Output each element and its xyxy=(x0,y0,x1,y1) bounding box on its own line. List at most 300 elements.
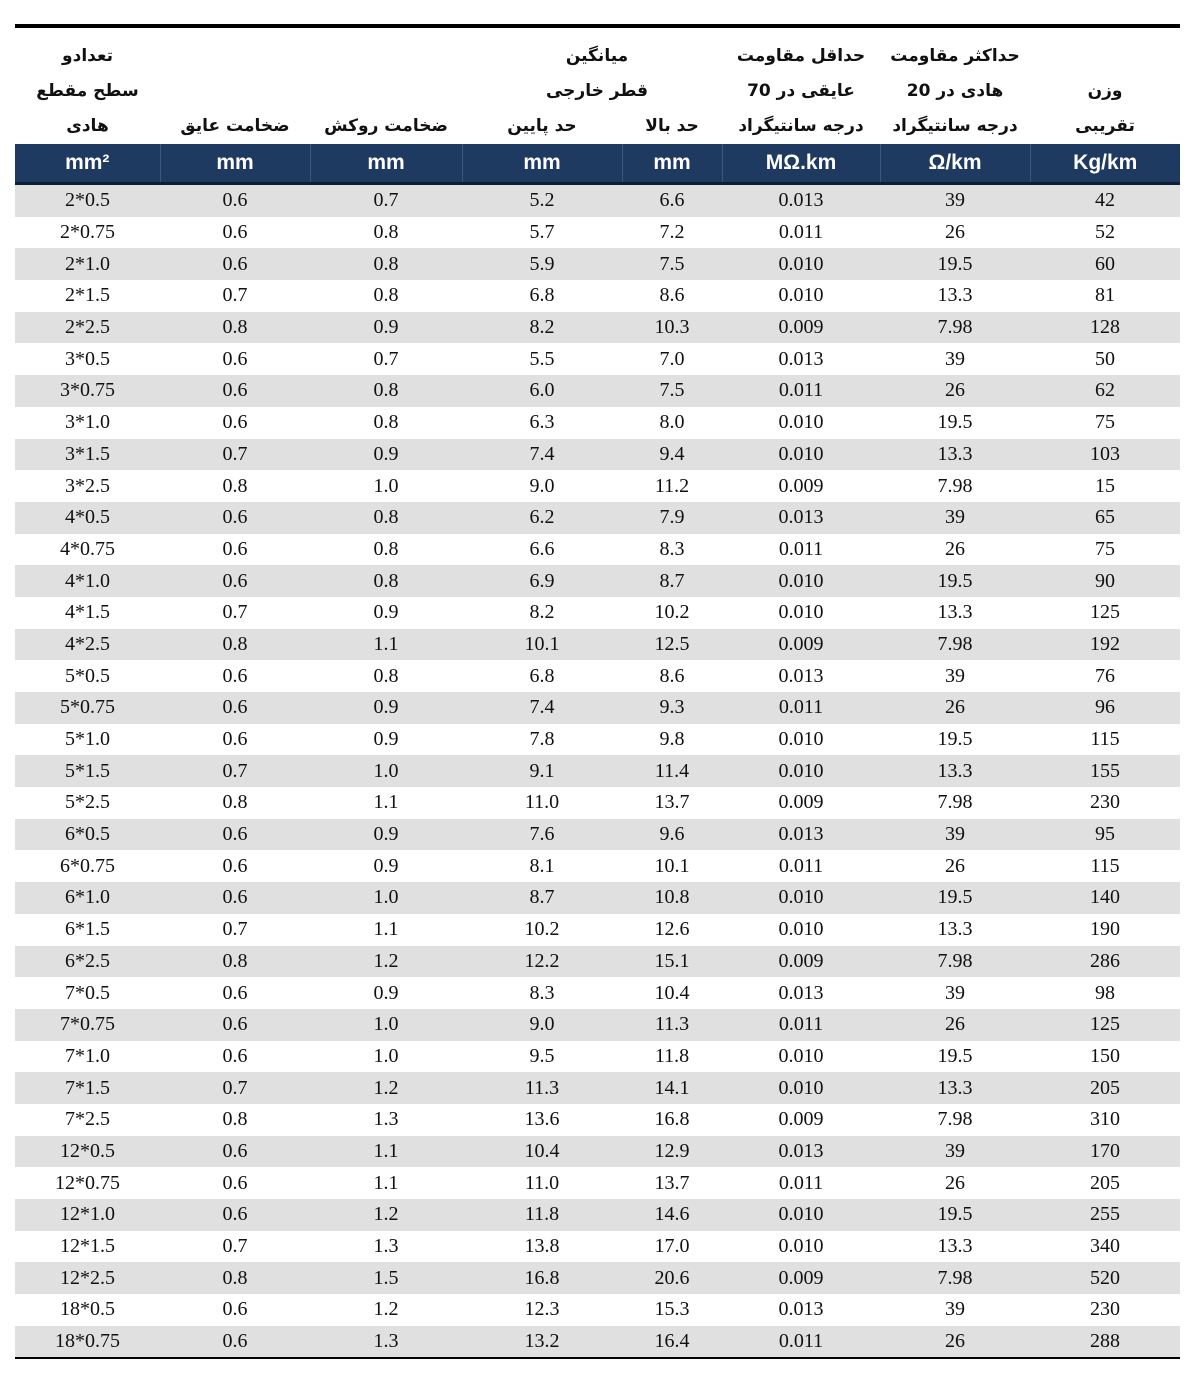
table-cell: 6.8 xyxy=(462,280,622,312)
table-cell: 12*2.5 xyxy=(15,1262,160,1294)
table-cell: 7.98 xyxy=(880,312,1030,344)
table-cell: 0.8 xyxy=(160,312,310,344)
table-cell: 52 xyxy=(1030,217,1180,249)
table-cell: 1.1 xyxy=(310,1167,462,1199)
table-row xyxy=(15,819,1180,851)
table-cell: 7*1.0 xyxy=(15,1041,160,1073)
table-cell: 19.5 xyxy=(880,565,1030,597)
table-cell: 7.98 xyxy=(880,787,1030,819)
table-cell: 0.010 xyxy=(722,1041,880,1073)
table-cell: 1.0 xyxy=(310,470,462,502)
table-cell: 7.5 xyxy=(622,375,722,407)
table-cell: 95 xyxy=(1030,819,1180,851)
table-cell: 0.8 xyxy=(160,470,310,502)
table-cell: 140 xyxy=(1030,882,1180,914)
table-cell: 340 xyxy=(1030,1231,1180,1263)
table-cell: 0.8 xyxy=(310,660,462,692)
table-cell: 0.6 xyxy=(160,343,310,375)
table-row xyxy=(15,248,1180,280)
table-row xyxy=(15,597,1180,629)
table-cell: 4*1.0 xyxy=(15,565,160,597)
table-cell: 7.98 xyxy=(880,470,1030,502)
table-cell: 286 xyxy=(1030,946,1180,978)
table-row xyxy=(15,660,1180,692)
unit-cell: Ω/km xyxy=(880,144,1030,184)
table-cell: 0.6 xyxy=(160,1326,310,1358)
table-cell: 7*0.5 xyxy=(15,977,160,1009)
table-cell: 6*2.5 xyxy=(15,946,160,978)
table-row xyxy=(15,946,1180,978)
table-row xyxy=(15,850,1180,882)
table-cell: 39 xyxy=(880,343,1030,375)
table-cell: 1.0 xyxy=(310,755,462,787)
table-cell: 0.010 xyxy=(722,724,880,756)
table-row xyxy=(15,755,1180,787)
table-cell: 20.6 xyxy=(622,1262,722,1294)
table-cell: 0.8 xyxy=(310,248,462,280)
table-cell: 0.6 xyxy=(160,819,310,851)
table-row xyxy=(15,1262,1180,1294)
table-cell: 26 xyxy=(880,534,1030,566)
table-cell: 0.9 xyxy=(310,692,462,724)
table-cell: 13.7 xyxy=(622,787,722,819)
table-cell: 1.5 xyxy=(310,1262,462,1294)
table-cell: 0.8 xyxy=(310,407,462,439)
table-cell: 0.6 xyxy=(160,660,310,692)
table-cell: 13.3 xyxy=(880,439,1030,471)
table-row xyxy=(15,1009,1180,1041)
table-cell: 0.6 xyxy=(160,184,310,217)
table-cell: 1.1 xyxy=(310,1136,462,1168)
table-row xyxy=(15,629,1180,661)
table-cell: 1.1 xyxy=(310,787,462,819)
unit-cell: Kg/km xyxy=(1030,144,1180,184)
unit-cell: mm xyxy=(462,144,622,184)
table-cell: 10.2 xyxy=(622,597,722,629)
table-cell: 75 xyxy=(1030,407,1180,439)
table-cell: 7.4 xyxy=(462,439,622,471)
header-labels-row xyxy=(15,28,1180,144)
table-cell: 4*0.5 xyxy=(15,502,160,534)
table-cell: 155 xyxy=(1030,755,1180,787)
table-cell: 14.6 xyxy=(622,1199,722,1231)
table-cell: 1.2 xyxy=(310,1294,462,1326)
table-cell: 13.3 xyxy=(880,280,1030,312)
table-cell: 0.6 xyxy=(160,1041,310,1073)
table-cell: 0.6 xyxy=(160,217,310,249)
table-cell: 1.0 xyxy=(310,1041,462,1073)
table-cell: 0.010 xyxy=(722,914,880,946)
table-row xyxy=(15,184,1180,217)
table-cell: 115 xyxy=(1030,850,1180,882)
table-cell: 8.1 xyxy=(462,850,622,882)
table-cell: 0.013 xyxy=(722,184,880,217)
table-cell: 0.011 xyxy=(722,375,880,407)
table-cell: 1.2 xyxy=(310,1199,462,1231)
table-cell: 7.98 xyxy=(880,629,1030,661)
table-cell: 0.7 xyxy=(160,914,310,946)
table-cell: 12.2 xyxy=(462,946,622,978)
table-cell: 0.9 xyxy=(310,439,462,471)
table-cell: 10.1 xyxy=(622,850,722,882)
table-row xyxy=(15,882,1180,914)
table-cell: 12*1.0 xyxy=(15,1199,160,1231)
table-cell: 0.7 xyxy=(160,280,310,312)
table-cell: 0.6 xyxy=(160,882,310,914)
header-units-row xyxy=(15,144,1180,184)
table-cell: 9.5 xyxy=(462,1041,622,1073)
table-cell: 0.6 xyxy=(160,1199,310,1231)
table-cell: 0.6 xyxy=(160,1136,310,1168)
table-cell: 39 xyxy=(880,660,1030,692)
table-cell: 3*1.0 xyxy=(15,407,160,439)
table-cell: 0.011 xyxy=(722,1009,880,1041)
table-cell: 7.2 xyxy=(622,217,722,249)
header-max-resistance: حداکثر مقاومت هادی در 20 درجه سانتیگراد xyxy=(890,46,1020,136)
table-cell: 6*0.75 xyxy=(15,850,160,882)
table-cell: 192 xyxy=(1030,629,1180,661)
table-cell: 26 xyxy=(880,375,1030,407)
table-cell: 0.6 xyxy=(160,977,310,1009)
table-cell: 11.0 xyxy=(462,1167,622,1199)
table-cell: 19.5 xyxy=(880,1199,1030,1231)
table-cell: 6*1.5 xyxy=(15,914,160,946)
table-cell: 0.8 xyxy=(160,1104,310,1136)
table-cell: 0.7 xyxy=(310,343,462,375)
table-cell: 0.6 xyxy=(160,692,310,724)
table-cell: 3*0.5 xyxy=(15,343,160,375)
table-cell: 7*0.75 xyxy=(15,1009,160,1041)
table-cell: 0.8 xyxy=(310,375,462,407)
table-cell: 230 xyxy=(1030,787,1180,819)
table-cell: 170 xyxy=(1030,1136,1180,1168)
table-cell: 0.8 xyxy=(160,1262,310,1294)
table-cell: 6.2 xyxy=(462,502,622,534)
table-cell: 0.7 xyxy=(310,184,462,217)
table-cell: 26 xyxy=(880,1326,1030,1358)
table-cell: 0.6 xyxy=(160,724,310,756)
table-row xyxy=(15,1326,1180,1358)
table-cell: 0.011 xyxy=(722,534,880,566)
table-cell: 7*2.5 xyxy=(15,1104,160,1136)
table-cell: 6.6 xyxy=(462,534,622,566)
table-cell: 0.7 xyxy=(160,1072,310,1104)
table-cell: 4*2.5 xyxy=(15,629,160,661)
table-cell: 39 xyxy=(880,819,1030,851)
table-cell: 16.8 xyxy=(462,1262,622,1294)
table-cell: 0.8 xyxy=(160,946,310,978)
table-cell: 0.9 xyxy=(310,819,462,851)
table-cell: 0.009 xyxy=(722,470,880,502)
table-cell: 7.9 xyxy=(622,502,722,534)
table-cell: 0.7 xyxy=(160,597,310,629)
unit-cell: MΩ.km xyxy=(722,144,880,184)
table-cell: 5.7 xyxy=(462,217,622,249)
table-cell: 14.1 xyxy=(622,1072,722,1104)
table-row xyxy=(15,787,1180,819)
table-cell: 26 xyxy=(880,217,1030,249)
table-cell: 0.8 xyxy=(310,502,462,534)
table-cell: 4*0.75 xyxy=(15,534,160,566)
table-cell: 10.1 xyxy=(462,629,622,661)
table-cell: 12*0.75 xyxy=(15,1167,160,1199)
table-row xyxy=(15,502,1180,534)
table-cell: 0.9 xyxy=(310,850,462,882)
table-cell: 0.010 xyxy=(722,280,880,312)
table-cell: 8.7 xyxy=(622,565,722,597)
unit-cell: mm xyxy=(310,144,462,184)
table-cell: 7.6 xyxy=(462,819,622,851)
table-cell: 0.8 xyxy=(310,217,462,249)
table-cell: 5*1.5 xyxy=(15,755,160,787)
table-cell: 13.7 xyxy=(622,1167,722,1199)
table-cell: 0.6 xyxy=(160,850,310,882)
table-cell: 13.3 xyxy=(880,1231,1030,1263)
cable-spec-table xyxy=(15,28,1180,1357)
table-cell: 125 xyxy=(1030,597,1180,629)
table-cell: 7.8 xyxy=(462,724,622,756)
table-cell: 0.6 xyxy=(160,375,310,407)
table-cell: 1.1 xyxy=(310,629,462,661)
table-cell: 5.5 xyxy=(462,343,622,375)
table-cell: 13.3 xyxy=(880,1072,1030,1104)
table-cell: 0.8 xyxy=(310,280,462,312)
table-cell: 0.9 xyxy=(310,977,462,1009)
table-cell: 1.3 xyxy=(310,1231,462,1263)
table-cell: 26 xyxy=(880,850,1030,882)
table-cell: 42 xyxy=(1030,184,1180,217)
header-sheath-thickness: ضخامت روکش xyxy=(324,116,448,136)
table-row xyxy=(15,914,1180,946)
table-cell: 2*2.5 xyxy=(15,312,160,344)
table-cell: 0.010 xyxy=(722,407,880,439)
table-cell: 0.010 xyxy=(722,1072,880,1104)
table-cell: 8.7 xyxy=(462,882,622,914)
table-cell: 8.2 xyxy=(462,312,622,344)
table-cell: 1.0 xyxy=(310,1009,462,1041)
table-cell: 12.9 xyxy=(622,1136,722,1168)
table-cell: 13.2 xyxy=(462,1326,622,1358)
table-cell: 0.6 xyxy=(160,534,310,566)
table-cell: 18*0.75 xyxy=(15,1326,160,1358)
table-cell: 15.1 xyxy=(622,946,722,978)
table-cell: 2*1.0 xyxy=(15,248,160,280)
table-cell: 9.0 xyxy=(462,470,622,502)
table-row xyxy=(15,470,1180,502)
table-cell: 0.8 xyxy=(160,787,310,819)
table-cell: 12.3 xyxy=(462,1294,622,1326)
table-row xyxy=(15,724,1180,756)
table-cell: 255 xyxy=(1030,1199,1180,1231)
table-cell: 17.0 xyxy=(622,1231,722,1263)
table-cell: 7.5 xyxy=(622,248,722,280)
table-cell: 0.010 xyxy=(722,439,880,471)
table-cell: 8.6 xyxy=(622,280,722,312)
table-cell: 5*0.75 xyxy=(15,692,160,724)
table-cell: 7.98 xyxy=(880,946,1030,978)
table-cell: 16.4 xyxy=(622,1326,722,1358)
table-cell: 7.98 xyxy=(880,1104,1030,1136)
table-cell: 0.009 xyxy=(722,787,880,819)
table-cell: 19.5 xyxy=(880,407,1030,439)
table-row xyxy=(15,1167,1180,1199)
table-cell: 65 xyxy=(1030,502,1180,534)
table-cell: 1.1 xyxy=(310,914,462,946)
table-cell: 0.6 xyxy=(160,1009,310,1041)
table-cell: 0.009 xyxy=(722,1104,880,1136)
table-cell: 0.010 xyxy=(722,882,880,914)
table-cell: 9.3 xyxy=(622,692,722,724)
table-cell: 0.009 xyxy=(722,629,880,661)
table-cell: 0.013 xyxy=(722,1294,880,1326)
table-cell: 8.2 xyxy=(462,597,622,629)
table-cell: 6.0 xyxy=(462,375,622,407)
table-cell: 13.3 xyxy=(880,914,1030,946)
table-cell: 1.0 xyxy=(310,882,462,914)
table-row xyxy=(15,692,1180,724)
header-upper-limit: حد بالا xyxy=(645,116,699,136)
table-cell: 2*0.5 xyxy=(15,184,160,217)
table-cell: 0.011 xyxy=(722,850,880,882)
table-cell: 0.013 xyxy=(722,343,880,375)
table-row xyxy=(15,977,1180,1009)
header-weight: وزن تقریبی xyxy=(1075,81,1135,136)
table-cell: 81 xyxy=(1030,280,1180,312)
table-row xyxy=(15,375,1180,407)
header-min-resistance: حداقل مقاومت عایقی در 70 درجه سانتیگراد xyxy=(736,46,866,136)
table-cell: 11.4 xyxy=(622,755,722,787)
table-cell: 98 xyxy=(1030,977,1180,1009)
table-cell: 19.5 xyxy=(880,882,1030,914)
table-cell: 10.8 xyxy=(622,882,722,914)
table-cell: 13.6 xyxy=(462,1104,622,1136)
table-cell: 11.8 xyxy=(462,1199,622,1231)
table-cell: 310 xyxy=(1030,1104,1180,1136)
table-cell: 1.2 xyxy=(310,1072,462,1104)
table-cell: 0.009 xyxy=(722,946,880,978)
table-cell: 0.013 xyxy=(722,977,880,1009)
table-cell: 0.013 xyxy=(722,1136,880,1168)
table-cell: 9.4 xyxy=(622,439,722,471)
table-cell: 6.8 xyxy=(462,660,622,692)
table-cell: 205 xyxy=(1030,1072,1180,1104)
table-cell: 125 xyxy=(1030,1009,1180,1041)
table-row xyxy=(15,217,1180,249)
table-cell: 5*1.0 xyxy=(15,724,160,756)
table-cell: 0.011 xyxy=(722,692,880,724)
table-cell: 26 xyxy=(880,692,1030,724)
table-cell: 0.009 xyxy=(722,312,880,344)
table-row xyxy=(15,343,1180,375)
table-row xyxy=(15,1294,1180,1326)
table-cell: 5.9 xyxy=(462,248,622,280)
table-cell: 0.8 xyxy=(310,534,462,566)
table-cell: 9.1 xyxy=(462,755,622,787)
table-cell: 520 xyxy=(1030,1262,1180,1294)
table-cell: 288 xyxy=(1030,1326,1180,1358)
table-cell: 0.013 xyxy=(722,660,880,692)
table-cell: 13.8 xyxy=(462,1231,622,1263)
table-cell: 0.6 xyxy=(160,502,310,534)
unit-cell: mm² xyxy=(15,144,160,184)
table-cell: 0.011 xyxy=(722,217,880,249)
table-cell: 75 xyxy=(1030,534,1180,566)
table-cell: 5*2.5 xyxy=(15,787,160,819)
table-cell: 11.8 xyxy=(622,1041,722,1073)
table-cell: 10.4 xyxy=(622,977,722,1009)
header-avg-diameter-group: میانگین قطر خارجی xyxy=(545,46,649,101)
table-cell: 8.3 xyxy=(622,534,722,566)
table-cell: 0.6 xyxy=(160,565,310,597)
table-cell: 0.8 xyxy=(160,629,310,661)
table-cell: 0.010 xyxy=(722,1231,880,1263)
table-cell: 0.7 xyxy=(160,1231,310,1263)
table-cell: 15.3 xyxy=(622,1294,722,1326)
table-cell: 96 xyxy=(1030,692,1180,724)
table-cell: 0.6 xyxy=(160,1294,310,1326)
table-cell: 6.3 xyxy=(462,407,622,439)
unit-cell: mm xyxy=(622,144,722,184)
bottom-rule xyxy=(15,1357,1180,1359)
table-cell: 62 xyxy=(1030,375,1180,407)
table-cell: 39 xyxy=(880,1136,1030,1168)
table-cell: 0.9 xyxy=(310,597,462,629)
table-cell: 13.3 xyxy=(880,597,1030,629)
table-row xyxy=(15,1231,1180,1263)
table-cell: 0.8 xyxy=(310,565,462,597)
table-cell: 12.5 xyxy=(622,629,722,661)
table-cell: 3*2.5 xyxy=(15,470,160,502)
table-cell: 6.6 xyxy=(622,184,722,217)
table-row xyxy=(15,439,1180,471)
table-cell: 103 xyxy=(1030,439,1180,471)
table-row xyxy=(15,1072,1180,1104)
table-cell: 9.6 xyxy=(622,819,722,851)
table-cell: 6*1.0 xyxy=(15,882,160,914)
table-cell: 0.6 xyxy=(160,1167,310,1199)
table-cell: 1.3 xyxy=(310,1326,462,1358)
table-row xyxy=(15,1041,1180,1073)
table-cell: 1.3 xyxy=(310,1104,462,1136)
table-cell: 5*0.5 xyxy=(15,660,160,692)
table-cell: 50 xyxy=(1030,343,1180,375)
table-cell: 0.010 xyxy=(722,565,880,597)
table-cell: 7.0 xyxy=(622,343,722,375)
header-avg-diameter-lower xyxy=(462,28,649,144)
table-cell: 19.5 xyxy=(880,248,1030,280)
table-cell: 11.2 xyxy=(622,470,722,502)
table-cell: 0.010 xyxy=(722,248,880,280)
table-cell: 4*1.5 xyxy=(15,597,160,629)
table-cell: 13.3 xyxy=(880,755,1030,787)
table-cell: 8.6 xyxy=(622,660,722,692)
table-cell: 150 xyxy=(1030,1041,1180,1073)
table-cell: 0.6 xyxy=(160,407,310,439)
table-cell: 7.4 xyxy=(462,692,622,724)
unit-cell: mm xyxy=(160,144,310,184)
table-cell: 0.011 xyxy=(722,1326,880,1358)
table-cell: 205 xyxy=(1030,1167,1180,1199)
table-cell: 26 xyxy=(880,1009,1030,1041)
table-cell: 7*1.5 xyxy=(15,1072,160,1104)
table-cell: 3*1.5 xyxy=(15,439,160,471)
table-cell: 1.2 xyxy=(310,946,462,978)
table-cell: 11.3 xyxy=(462,1072,622,1104)
header-lower-limit: حد پایین xyxy=(507,116,577,136)
table-cell: 5.2 xyxy=(462,184,622,217)
table-cell: 10.3 xyxy=(622,312,722,344)
table-row xyxy=(15,1199,1180,1231)
